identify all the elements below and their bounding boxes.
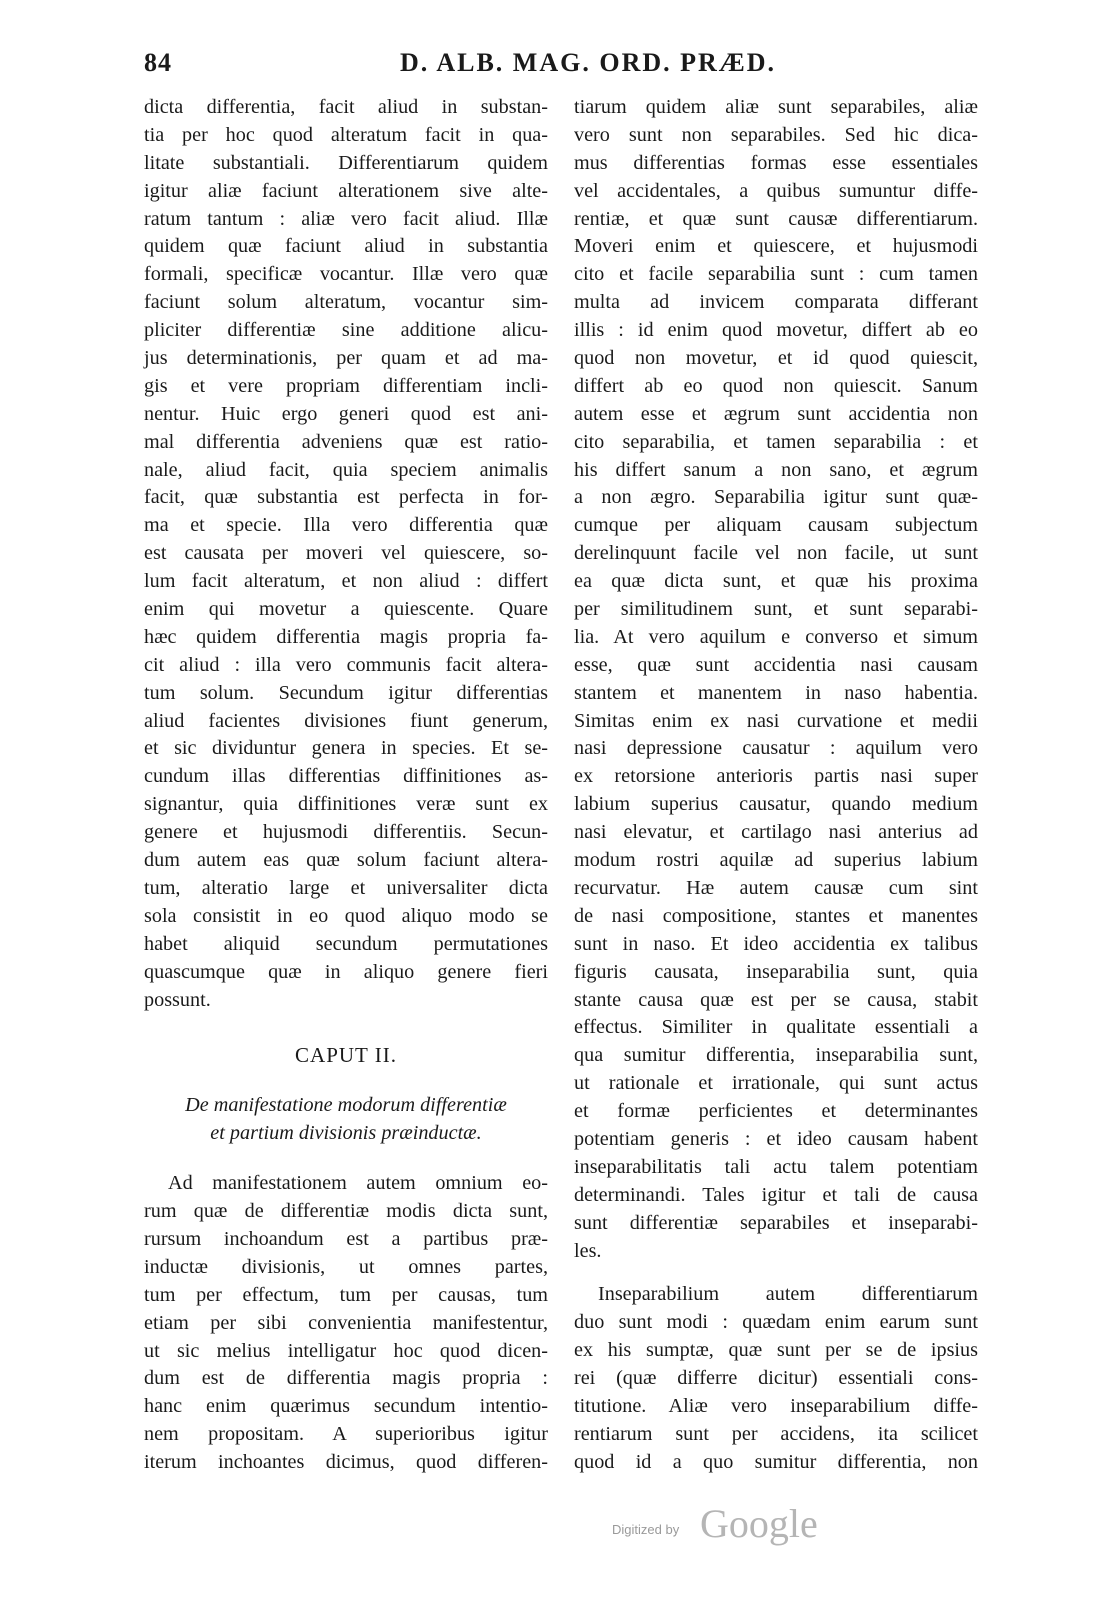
text-line: aliud facientes divisiones fiunt generum, bbox=[144, 709, 548, 732]
text-line: cundum illas differentias diffinitiones as- bbox=[144, 765, 548, 788]
text-line: rum quæ de differentiæ modis dicta sunt, bbox=[144, 1200, 548, 1223]
text-line: ratum tantum : aliæ vero facit aliud. Illæ bbox=[144, 207, 548, 230]
text-line: modum rostri aquilæ ad superius labium bbox=[574, 849, 978, 872]
text-line: igitur aliæ faciunt alterationem sive alte- bbox=[144, 179, 548, 202]
text-line: esse, quæ sunt accidentia nasi causam bbox=[574, 653, 978, 676]
text-line: labium superius causatur, quando medium bbox=[574, 793, 978, 816]
text-line: tum, alteratio large et universaliter dicta bbox=[144, 876, 548, 899]
text-line: tiarum quidem aliæ sunt separabiles, aliæ bbox=[574, 96, 978, 118]
text-line: sunt differentiæ separabiles et inseparabi- bbox=[574, 1211, 978, 1234]
text-line: titutione. Aliæ vero inseparabilium diffe- bbox=[574, 1394, 978, 1417]
subtitle-line: et partium divisionis præinductæ. bbox=[210, 1122, 482, 1145]
text-line: litate substantiali. Differentiarum quidem bbox=[144, 151, 548, 174]
text-line: nale, aliud facit, quia speciem animalis bbox=[144, 458, 548, 481]
text-line: a non ægro. Separabilia igitur sunt quæ- bbox=[574, 486, 978, 509]
text-line: figuris causata, inseparabilia sunt, quia bbox=[574, 960, 978, 983]
text-line: cito separabilia, et tamen separabilia : et bbox=[574, 430, 978, 453]
text-line: tum solum. Secundum igitur differentias bbox=[144, 681, 548, 704]
chapter-title: CAPUT II. bbox=[295, 1043, 397, 1068]
text-line: de nasi compositione, stantes et manentes bbox=[574, 904, 978, 927]
text-line: et sic dividuntur genera in species. Et se- bbox=[144, 737, 548, 760]
text-line: faciunt solum alteratum, vocantur sim- bbox=[144, 291, 548, 314]
text-line: etiam per sibi convenientia manifestentur, bbox=[144, 1311, 548, 1334]
text-line: ea quæ dicta sunt, et quæ his proxima bbox=[574, 570, 978, 593]
text-line: dum est de differentia magis propria : bbox=[144, 1367, 548, 1390]
text-line: rei (quæ differre dicitur) essentiali cons- bbox=[574, 1367, 978, 1390]
text-line: jus determinationis, per quam et ad ma- bbox=[144, 347, 548, 370]
left-paragraph-1 bbox=[144, 94, 548, 1014]
text-line: enim qui movetur a quiescente. Quare bbox=[144, 598, 548, 621]
chapter-subtitle bbox=[144, 1092, 548, 1148]
google-logo: Google bbox=[700, 1501, 818, 1546]
text-line: mal differentia adveniens quæ est ratio- bbox=[144, 430, 548, 453]
text-line: hæc quidem differentia magis propria fa- bbox=[144, 625, 548, 648]
text-line: signantur, quia diffinitiones veræ sunt ex bbox=[144, 793, 548, 816]
text-line: rursum inchoandum est a partibus præ- bbox=[144, 1227, 548, 1250]
left-paragraph-2 bbox=[144, 1170, 548, 1477]
text-line: duo sunt modi : quædam enim earum sunt bbox=[574, 1311, 978, 1334]
text-line: inseparabilitatis tali actu talem potentiam bbox=[574, 1155, 978, 1178]
text-line: multa ad invicem comparata differant bbox=[574, 291, 978, 314]
text-line: effectus. Similiter in qualitate essentiali a bbox=[574, 1016, 978, 1039]
text-line: nasi elevatur, et cartilago nasi anterius ad bbox=[574, 821, 978, 844]
text-line: autem esse et ægrum sunt accidentia non bbox=[574, 402, 978, 425]
text-line: potentiam generis : et ideo causam habent bbox=[574, 1127, 978, 1150]
text-line: vel accidentales, a quibus sumuntur diffe- bbox=[574, 179, 978, 202]
left-column bbox=[144, 94, 548, 1477]
text-line: quidem quæ faciunt aliud in substantia bbox=[144, 235, 548, 258]
text-line: per similitudinem sunt, et sunt separabi- bbox=[574, 598, 978, 621]
text-line: his differt sanum a non sano, et ægrum bbox=[574, 458, 978, 481]
watermark-prefix: Digitized by bbox=[612, 1522, 680, 1537]
text-line: lum facit alteratum, et non aliud : differt bbox=[144, 570, 548, 593]
text-line: est causata per moveri vel quiescere, so- bbox=[144, 542, 548, 565]
text-line: nentur. Huic ergo generi quod est ani- bbox=[144, 402, 548, 425]
text-line: stantem et manentem in naso habentia. bbox=[574, 681, 978, 704]
text-line: et formæ perficientes et determinantes bbox=[574, 1100, 978, 1123]
text-line: cumque per aliquam causam subjectum bbox=[574, 514, 978, 537]
right-paragraph-2 bbox=[574, 1281, 978, 1476]
running-head: D. ALB. MAG. ORD. PRÆD. bbox=[400, 48, 777, 77]
text-line: tum per effectum, tum per causas, tum bbox=[144, 1283, 548, 1306]
text-line: quascumque quæ in aliquo genere fieri bbox=[144, 960, 548, 983]
text-line: quod id a quo sumitur differentia, non bbox=[574, 1450, 978, 1473]
text-line: possunt. bbox=[144, 988, 211, 1011]
text-line: determinandi. Tales igitur et tali de causa bbox=[574, 1183, 978, 1206]
text-line: differt ab eo quod non quiescit. Sanum bbox=[574, 374, 978, 397]
text-line: gis et vere propriam differentiam incli- bbox=[144, 374, 548, 397]
text-line: dum autem eas quæ solum faciunt altera- bbox=[144, 849, 548, 872]
paragraph-gap bbox=[574, 1265, 978, 1281]
text-line: Simitas enim ex nasi curvatione et medii bbox=[574, 709, 978, 732]
text-line: nem propositam. A superioribus igitur bbox=[144, 1423, 548, 1446]
text-line: rentiæ, et quæ sunt causæ differentiarum. bbox=[574, 207, 978, 230]
text-line: genere et hujusmodi differentiis. Secun- bbox=[144, 821, 548, 844]
text-line: illis : id enim quod movetur, differt ab eo bbox=[574, 319, 978, 342]
text-line: habet aliquid secundum permutationes bbox=[144, 932, 548, 955]
text-line: Inseparabilium autem differentiarum bbox=[598, 1283, 978, 1306]
text-line: stante causa quæ est per se causa, stabit bbox=[574, 988, 978, 1011]
text-line: ut rationale et irrationale, qui sunt actus bbox=[574, 1072, 978, 1095]
text-line: sunt in naso. Et ideo accidentia ex talibus bbox=[574, 932, 978, 955]
text-line: Ad manifestationem autem omnium eo- bbox=[168, 1172, 548, 1195]
text-line: Moveri enim et quiescere, et hujusmodi bbox=[574, 235, 978, 258]
text-line: nasi depressione causatur : aquilum vero bbox=[574, 737, 978, 760]
text-line: iterum inchoantes dicimus, quod differen- bbox=[144, 1451, 548, 1474]
text-line: cito et facile separabilia sunt : cum tamen bbox=[574, 263, 978, 286]
text-line: vero sunt non separabiles. Sed hic dica- bbox=[574, 123, 978, 146]
text-line: derelinquunt facile vel non facile, ut sunt bbox=[574, 542, 978, 565]
text-line: pliciter differentiæ sine additione alicu- bbox=[144, 319, 548, 342]
text-line: ex his sumptæ, quæ sunt per se de ipsius bbox=[574, 1339, 978, 1362]
text-line: sola consistit in eo quod aliquo modo se bbox=[144, 904, 548, 927]
right-column bbox=[574, 94, 978, 1477]
text-line: quod non movetur, et id quod quiescit, bbox=[574, 347, 978, 370]
text-line: ex retorsione anterioris partis nasi super bbox=[574, 765, 978, 788]
text-line: qua sumitur differentia, inseparabilia sunt, bbox=[574, 1044, 978, 1067]
text-line: mus differentias formas esse essentiales bbox=[574, 151, 978, 174]
text-line: rentiarum sunt per accidens, ita scilicet bbox=[574, 1422, 978, 1445]
text-line: ut sic melius intelligatur hoc quod dicen- bbox=[144, 1339, 548, 1362]
running-header bbox=[140, 48, 970, 84]
text-line: ma et specie. Illa vero differentia quæ bbox=[144, 514, 548, 537]
text-line: facit, quæ substantia est perfecta in for- bbox=[144, 486, 548, 509]
text-line: cit aliud : illa vero communis facit altera- bbox=[144, 653, 548, 676]
text-line: recurvatur. Hæ autem causæ cum sint bbox=[574, 876, 978, 899]
subtitle-line: De manifestatione modorum differentiæ bbox=[185, 1094, 507, 1117]
text-line: tia per hoc quod alteratum facit in qua- bbox=[144, 123, 548, 146]
text-line: les. bbox=[574, 1239, 602, 1262]
text-line: formali, specificæ vocantur. Illæ vero quæ bbox=[144, 263, 548, 286]
text-line: lia. At vero aquilum e converso et simum bbox=[574, 625, 978, 648]
page-number: 84 bbox=[144, 48, 172, 77]
text-line: inductæ divisionis, ut omnes partes, bbox=[144, 1255, 548, 1278]
text-line: hanc enim quærimus secundum intentio- bbox=[144, 1395, 548, 1418]
text-line: dicta differentia, facit aliud in substan- bbox=[144, 96, 548, 118]
right-paragraph-1 bbox=[574, 94, 978, 1265]
